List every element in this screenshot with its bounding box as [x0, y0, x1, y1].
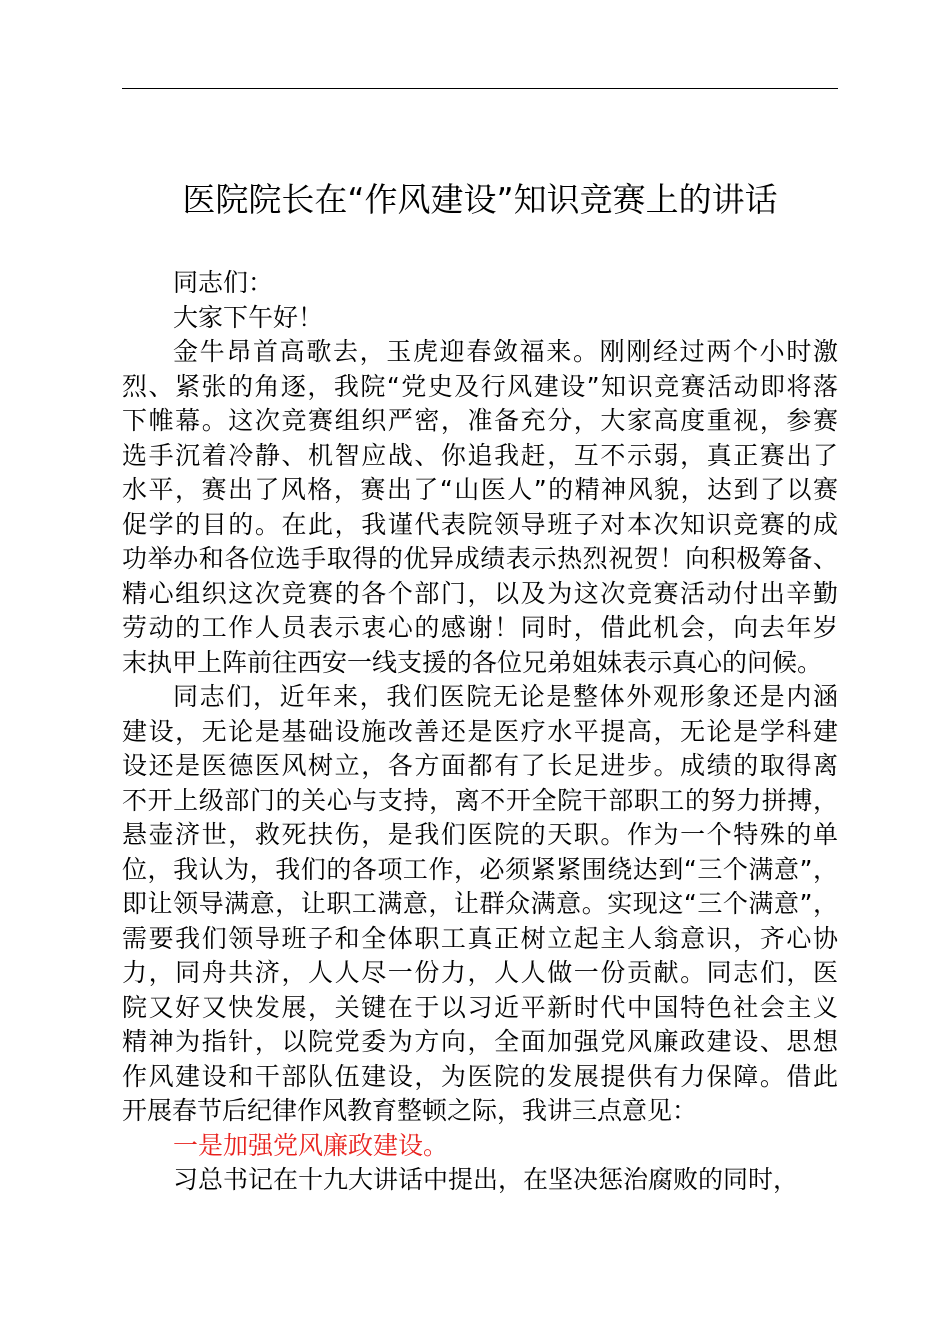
document-body [122, 266, 838, 1198]
paragraph-line: 同志们，近年来，我们医院无论是整体外观形象还是内涵 [173, 682, 838, 711]
paragraph-line: 末执甲上阵前往西安一线支援的各位兄弟姐妹表示真心的问候。 [122, 647, 823, 677]
paragraph-line: 下帷幕。这次竞赛组织严密，准备充分，大家高度重视，参赛 [122, 406, 838, 435]
paragraph-line: 位，我认为，我们的各项工作，必须紧紧围绕达到“三个满意”， [122, 854, 838, 884]
paragraph-line: 建设，无论是基础设施改善还是医疗水平提高，无论是学科建 [122, 716, 838, 746]
paragraph-line: 促学的目的。在此，我谨代表院领导班子对本次知识竞赛的成 [122, 509, 838, 539]
paragraph-line: 力，同舟共济，人人尽一份力，人人做一份贡献。同志们，医 [122, 958, 838, 987]
paragraph-line: 烈、紧张的角逐，我院“党史及行风建设”知识竞赛活动即将落 [122, 371, 838, 401]
paragraph-line: 院又好又快发展，关键在于以习近平新时代中国特色社会主义 [122, 992, 838, 1022]
paragraph-line: 功举办和各位选手取得的优异成绩表示热烈祝贺！向积极筹备、 [122, 544, 838, 573]
salutation-line: 同志们： [173, 268, 274, 297]
paragraph-line: 需要我们领导班子和全体职工真正树立起主人翁意识，齐心协 [122, 923, 838, 953]
header-rule [122, 88, 838, 89]
paragraph-line: 金牛昂首高歌去，玉虎迎春敛福来。刚刚经过两个小时激 [173, 337, 838, 366]
greeting-line: 大家下午好！ [173, 302, 324, 332]
paragraph-line: 习总书记在十九大讲话中提出，在坚决惩治腐败的同时， [173, 1165, 799, 1194]
paragraph-line: 选手沉着冷静、机智应战、你追我赶，互不示弱，真正赛出了 [122, 440, 838, 470]
paragraph-line: 开展春节后纪律作风教育整顿之际，我讲三点意见： [122, 1096, 698, 1125]
section-heading: 一是加强党风廉政建设。 [173, 1130, 449, 1160]
paragraph-line: 劳动的工作人员表示衷心的感谢！同时，借此机会，向去年岁 [122, 613, 838, 642]
paragraph-line: 即让领导满意，让职工满意，让群众满意。实现这“三个满意”， [122, 889, 838, 918]
paragraph-line: 精心组织这次竞赛的各个部门，以及为这次竞赛活动付出辛勤 [122, 578, 838, 608]
paragraph-line: 精神为指针，以院党委为方向，全面加强党风廉政建设、思想 [122, 1027, 838, 1056]
paragraph-line: 悬壶济世，救死扶伤，是我们医院的天职。作为一个特殊的单 [122, 820, 838, 849]
document-title: 医院院长在“作风建设”知识竞赛上的讲话 [182, 180, 778, 219]
paragraph-line: 不开上级部门的关心与支持，离不开全院干部职工的努力拼搏， [122, 785, 838, 815]
paragraph-line: 设还是医德医风树立，各方面都有了长足进步。成绩的取得离 [122, 751, 838, 780]
paragraph-line: 水平，赛出了风格，赛出了“山医人”的精神风貌，达到了以赛 [122, 475, 838, 504]
paragraph-line: 作风建设和干部队伍建设，为医院的发展提供有力保障。借此 [122, 1061, 838, 1091]
